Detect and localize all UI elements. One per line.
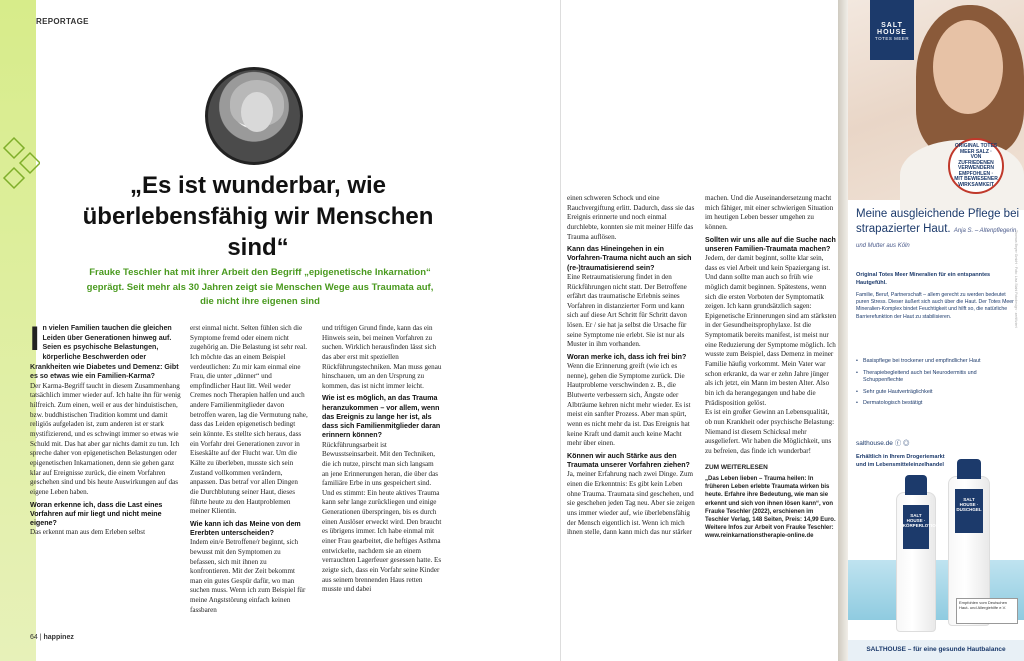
- column-5: [705, 194, 837, 540]
- author-portrait: [205, 67, 303, 165]
- ad-bullet: • Basispflege bei trockener und empfindlicher Haut: [856, 358, 1016, 366]
- page-gutter: [838, 0, 848, 661]
- intro-question: n vielen Familien tauchen die gleichen Leiden über Generationen hinweg auf. Seien es psychische Belastungen, körperliche Beschwerden oder Krankheiten wie Diabetes und Demenz: Gibt es so etwas wie ein Familien-Karma?: [30, 324, 179, 381]
- advertisement-page: [848, 0, 1024, 661]
- ad-intro-strong: Original Totes Meer Mineralien für ein entspanntes Hautgefühl.: [856, 272, 991, 286]
- portrait-face: [241, 92, 273, 132]
- brand-subline: TOTES MEER: [874, 36, 910, 41]
- ad-intro: Familie, Beruf, Partnerschaft – allem gerecht zu werden bedeutet puren Stress. Dieser äußert sich auch über die Haut. Der Totes Meer Mineralien-Komplex bindet Feuchtigkeit und hilft so, die natürliche Barrierefunktion der Haut zu stabilisieren.: [856, 291, 1014, 320]
- question-heading: Wie kann ich das Meine von dem Ererbten unterscheiden?: [190, 519, 301, 538]
- column-2: [190, 324, 308, 615]
- ad-bullet-list: [856, 358, 1016, 412]
- facebook-icon: ⓕ: [894, 440, 902, 447]
- article-headline: „Es ist wunderbar, wie überlebensfähig wir Menschen sind“: [82, 172, 434, 262]
- paragraph: Jedem, der damit beginnt, sollte klar sein, dass es viel Arbeit und kein Spaziergang ist. Und dann sollte man auch so früh wie möglich damit beginnen. Spätestens, wenn sich die ersten Vorboten der Symptomatik zeigen. Ich kann grundsätzlich sagen: Epigenetische Erinnerungen sind am stärksten in der Gesundheitsprophylaxe. Ist die Symptomatik bereits manifest, ist meist nur eine Reduzierung der Symptome möglich. Ich wusste zum Beispiel, dass Demenz in meiner Familie häufig vorkommt. Mein Vater war schon erkrankt, da war er zehn Jahre jünger als ich jetzt, ein Mann im besten Alter. Also bin ich da herangegangen und habe die Prädisposition gelöst.: [705, 254, 837, 407]
- ad-bullet: • Sehr gute Hautverträglichkeit: [856, 389, 1016, 397]
- bottle-label: SALT HOUSE · DUSCHGEL: [955, 489, 983, 533]
- question-heading: Kann das Hineingehen in ein Vorfahren-Trauma nicht auch an sich (re-)traumatisierend sein?: [567, 245, 692, 272]
- dropcap: I: [30, 320, 40, 358]
- column-3: [322, 324, 442, 595]
- question-heading: Woran erkenne ich, dass die Last eines Vorfahren auf mir liegt und nicht meine eigene?: [30, 500, 163, 527]
- column-1: [30, 320, 186, 538]
- page-folio: 64 | happinez: [30, 634, 74, 641]
- ad-headline-text: Meine ausgleichende Pflege bei strapazierter Haut.: [856, 208, 1020, 235]
- question-heading: Wie ist es möglich, an das Trauma heranzukommen – vor allem, wenn das Ereignis zu lange her ist, als dass sich Familienmitglieder daran erinnern können?: [322, 394, 441, 440]
- paragraph: Es ist ein großer Gewinn an Lebensqualität, ob nun Krankheit oder psychische Belastung: Niemand ist diesem Schicksal mehr ausgeliefert. Wir haben die Möglichkeit, uns zu befreien, das finde ich wunderbar!: [705, 408, 835, 455]
- decoration-pattern: [0, 130, 40, 200]
- paragraph: machen. Und die Auseinandersetzung macht mich fähiger, mit einer schwierigen Situation im heutigen Leben besser umgehen zu können.: [705, 194, 834, 231]
- paragraph: Eine Retraumatisierung findet in den Rückführungen nicht statt. Der Betroffene erfährt das traumatische Erlebnis seines Vorfahren in distanzierter Form und kann sich auf diese Art Schritt für Schritt davon lösen. Er / sie hat ja selbst die Ursache für seine Symptome nie erlebt. Sie ist nur als Muster in ihm vorhanden.: [567, 272, 687, 349]
- paragraph: Das erkennt man aus dem Erleben selbst: [30, 528, 146, 537]
- further-reading-label: ZUM WEITERLESEN: [705, 464, 768, 472]
- page-number: 64: [30, 634, 38, 641]
- question-heading: Können wir auch Stärke aus den Traumata unserer Vorfahren ziehen?: [567, 451, 690, 470]
- product-bottle-lotion: [896, 492, 939, 632]
- ad-headline: [856, 207, 1020, 252]
- paragraph: Wenn die Erinnerung greift (wie ich es nenne), gehen die Symptome zurück. Die Hautprobleme verschwinden z. B., die Blutwerte verbessern sich, Ängste oder Albträume kehren nicht mehr wieder. Es ist meist ein sanfter Prozess. Aber man spürt, wenn es nicht mehr da ist. Das Ereignis hat keine Kraft und damit auch keine Macht mehr über einen.: [567, 362, 691, 448]
- paragraph: und triftigen Grund finde, kann das ein Hinweis sein, bei meinen Vorfahren zu suchen. Wirklich herausfinden lässt sich das aber erst mit speziellen Rückführungstechniken. Man muss genau hinschauen, um an den Ursprung zu kommen, das ist nicht immer leicht.: [322, 324, 442, 390]
- ad-footer: SALTHOUSE – für eine gesunde Hautbalance: [848, 640, 1024, 661]
- ad-availability: Erhältlich in Ihrem Drogeriemarkt und im Lebensmitteleinzelhandel: [856, 454, 945, 468]
- paragraph: Ja, meiner Erfahrung nach zwei Dinge. Zum einen die Erkenntnis: Es gibt kein Leben ohne Trauma. Traumata sind geschehen, und sie geschehen jeden Tag neu. Aber sie zeigen uns immer wieder auf, wie überlebensfähig der Mensch eigentlich ist. Wenn ich mich ihnen stelle, dann kann mich das nur stärker: [567, 470, 695, 537]
- ad-website-link[interactable]: salthouse.de: [856, 440, 893, 447]
- paragraph: einen schweren Schock und eine Rauchvergiftung erlitt. Dadurch, dass sie das Ereignis erinnerte und noch einmal durchlebte, konnten sie mit meiner Hilfe das Trauma auflösen.: [567, 194, 695, 241]
- ad-bullet: • Dermatologisch bestätigt: [856, 400, 1016, 408]
- ad-body: [856, 272, 1016, 325]
- article-lead: Frauke Teschler hat mit ihrer Arbeit den Begriff „epigenetische Inkarnation“ geprägt. Seit mehr als 30 Jahren zeigt sie Menschen Wege aus Traumata auf, die nicht ihre eigenen sind: [86, 267, 434, 308]
- further-reading-text: „Das Leben lieben – Trauma heilen: In früheren Leben erlebte Traumata wirken bis heute. Erfahre ihre Bedeutung, wie man sie erkennt und sich von ihnen lösen kann“, von Frauke Teschler (2022), erschienen im Teschler Verlag, 148 Seiten, Preis: 14,99 Euro. Weitere Infos zur Arbeit von Frauke Teschler: www.reinkarnationstherapie-online.de: [705, 476, 836, 539]
- paragraph: erst einmal nicht. Selten fühlen sich die Symptome fremd oder einem nicht zugehörig an. Die Belastung ist sehr real. Ich möchte das an einem Beispiel verdeutlichen: Zu mir kam einmal eine Frau, die unter „dünner“ und empfindlicher Haut litt. Weil weder Cremes noch Therapien halfen und auch andere Familienmitglieder davon betroffen waren, lag die Vermutung nahe, dass das Leiden epigenetisch bedingt sein könnte. Es stellte sich heraus, dass ein Vorfahr drei Generationen zuvor in Eiseskälte auf der Flucht war. Um die Kälte zu überleben, musste sich sein Zustand vollkommen verändern, anpassen. Das betraf vor allen Dingen die Durchblutung seiner Haut, dieses führte heute zu den Hautproblemen meiner Klientin.: [190, 324, 308, 516]
- quality-seal: ORIGINAL TOTES MEER SALZ · VON ZUFRIEDENEN VERWENDERN EMPFOHLEN · MIT BEWIESENER WIRKSAMKEIT: [948, 138, 1004, 194]
- column-4: [567, 194, 697, 538]
- ad-bullet: • Therapiebegleitend auch bei Neurodermitis und Schuppenflechte: [856, 370, 1016, 385]
- further-reading-box: [705, 464, 837, 540]
- ad-website: [856, 438, 910, 447]
- magazine-name: happinez: [43, 634, 74, 641]
- paragraph: Der Karma-Begriff taucht in diesem Zusammenhang tatsächlich immer wieder auf. Ich halte ihn für wenig hilfreich. Zum einen, weil er aus der hinduistischen, bzw. buddhistischen Tradition kommt und damit religiös aufgeladen ist, zum anderen ist er stark mystifizierend, und es schwingt immer so etwas wie Schuld mit. Das hat aber gar nichts damit zu tun. Ich spreche daher von epigenetischen Belastungen oder epigenetischen Inkarnationen, denn sie gehen ganz klar auf Ereignisse zurück, die einem Vorfahren geschehen sind und bis heute Auswirkungen auf das eigene Leben haben.: [30, 381, 181, 496]
- bottle-cap: [905, 475, 928, 495]
- dhz-badge: Empfohlen vom Deutschen Haut- und Allergiehilfe e.V.: [956, 598, 1018, 624]
- section-label: REPORTAGE: [36, 17, 89, 26]
- question-heading: Woran merke ich, dass ich frei bin?: [567, 352, 687, 361]
- brand-name: SALT HOUSE: [877, 22, 907, 36]
- ad-signature: Anja S. – Altenpflegerin und Mutter aus Köln: [856, 227, 1017, 249]
- model-face: [933, 20, 1003, 114]
- brand-logo: [870, 0, 914, 60]
- bottle-label: SALT HOUSE · KÖRPERLOTION: [903, 505, 930, 549]
- instagram-icon: ◎: [903, 440, 910, 447]
- paragraph: Rückführungsarbeit ist Bewusstseinsarbeit. Mit den Techniken, die ich nutze, pirscht man sich langsam an jene Erinnerungen heran, die über das familiäre Erbe in uns gespeichert sind. Und es stimmt: Ein heute aktives Trauma kann sehr lange zurückliegen und einige Generationen überspringen, bis es durch einen Auslöser erweckt wird. Den braucht es übrigens immer. Ich habe einmal mit einer Frau gearbeitet, die heftiges Asthma entwickelte, nachdem sie an einem verrauchten Lagerfeuer gesessen hatte. Es zeigte sich, dass ein Vorfahr seine Kinder aus seinem brennenden Haus retten musste und dabei: [322, 440, 442, 594]
- bottle-cap: [957, 459, 981, 479]
- ad-credit: Thomas Beyer GmbH · Foto: Lisa Stahl Fotodesign · zertifiziert: [1014, 230, 1018, 328]
- paragraph: Indem ein/e Betroffene/r beginnt, sich bewusst mit den Symptomen zu befassen, sich mit ihnen zu konfrontieren. Mit der Zeit bekommt man ein gutes Gespür dafür, wo man suchen muss. Wenn ich zum Beispiel für meine Angststörung einfach keinen fassbaren: [190, 538, 306, 614]
- page-right-article: [560, 0, 842, 661]
- question-heading: Sollten wir uns alle auf die Suche nach unseren Familien-Traumata machen?: [705, 235, 836, 253]
